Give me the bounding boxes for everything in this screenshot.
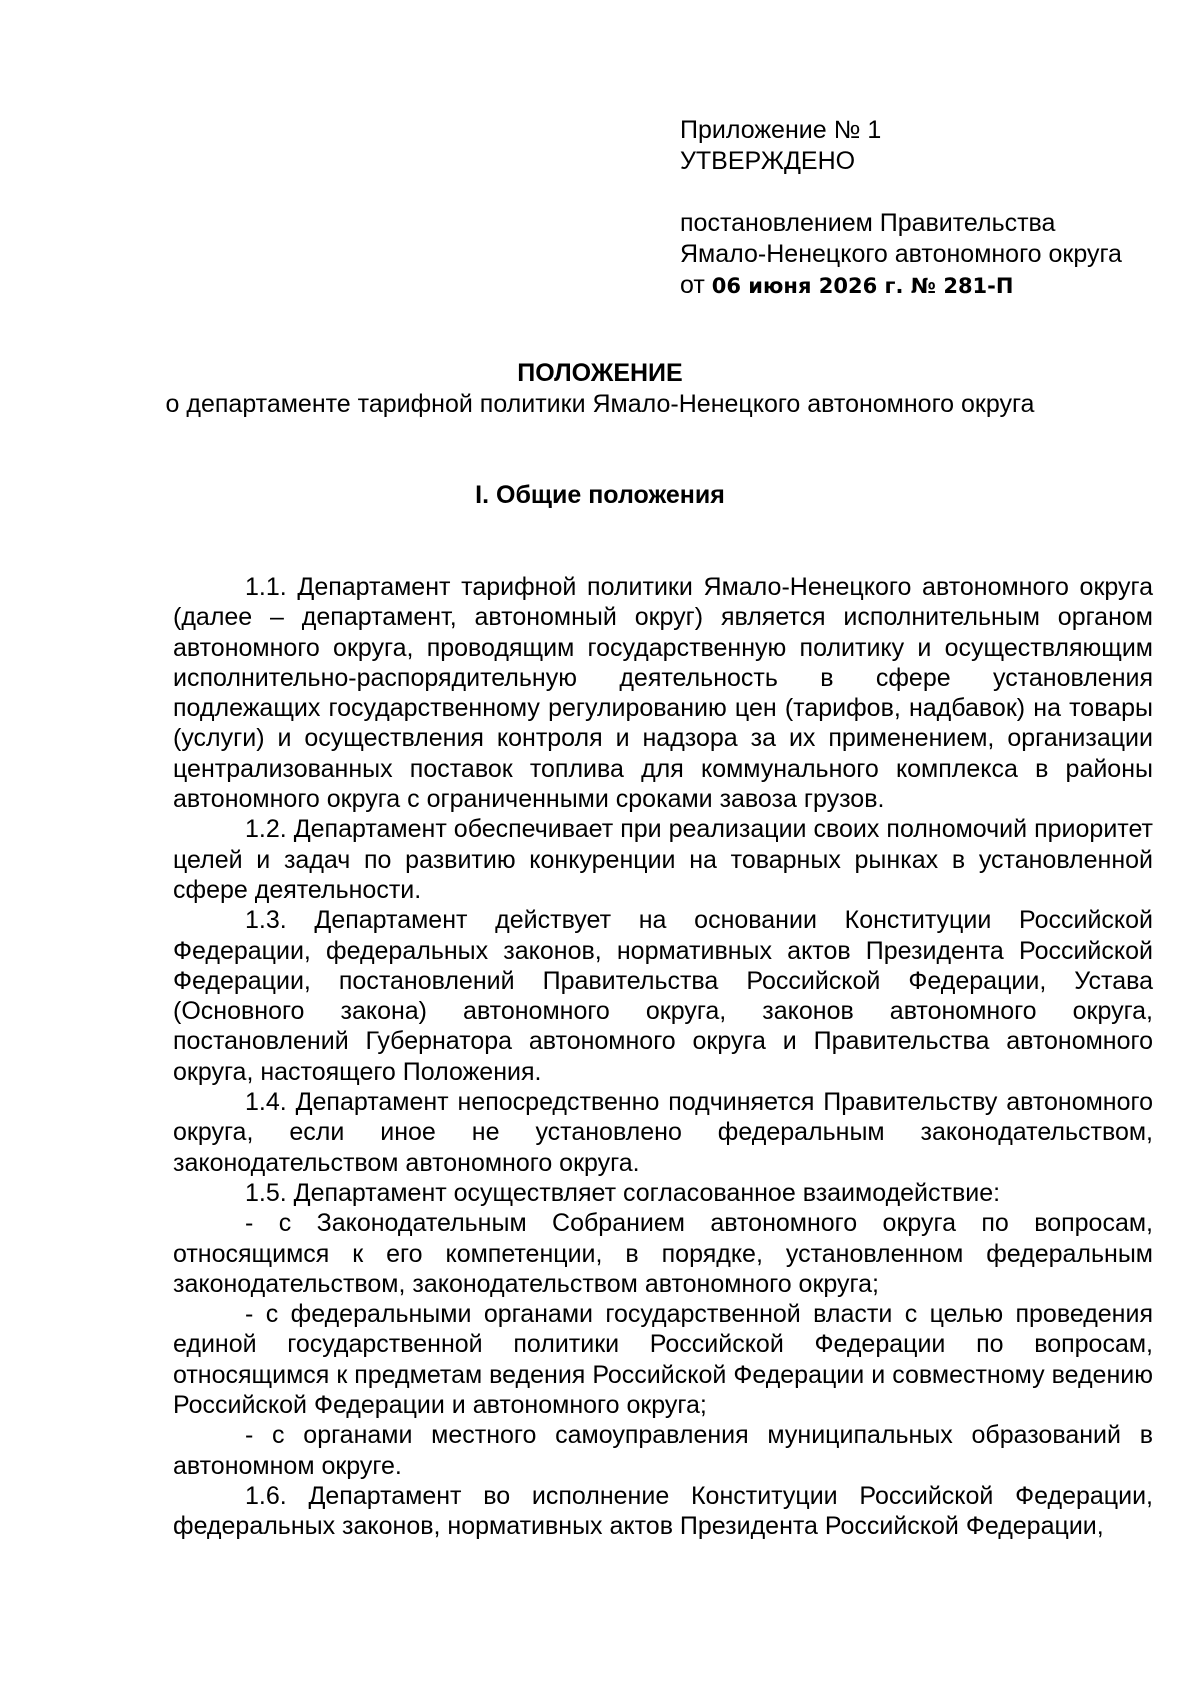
paragraph-1-2: 1.2. Департамент обеспечивает при реализации своих полномочий приоритет целей и задач по развитию конкуренции на товарных рынках в установленной сфере деятельности. — [173, 815, 1153, 904]
document-subtitle: о департаменте тарифной политики Ямало-Ненецкого автономного округа — [165, 390, 1035, 418]
paragraph-1-6: 1.6. Департамент во исполнение Конституции Российской Федерации, федеральных законов, нормативных актов Президента Российской Федерации, — [173, 1481, 1153, 1541]
approved-stamp: УТВЕРЖДЕНО — [680, 147, 856, 175]
appendix-number: Приложение № 1 — [680, 116, 882, 144]
paragraph-1-4: 1.4. Департамент непосредственно подчиняется Правительству автономного округа, если иное не установлено федеральным законодательством, законодательством автономного округа. — [173, 1088, 1153, 1177]
decree-date-number: 06 июня 2026 г. № 281-П — [711, 274, 1014, 298]
section-heading: I. Общие положения — [475, 481, 725, 509]
list-item: - с федеральными органами государственной власти с целью проведения единой государственной политики Российской Федерации по вопросам, относящимся к предметам ведения Российской Федерации и совместному ведению Российской Федерации и автономного округа; — [173, 1300, 1153, 1420]
document-title — [0, 358, 1200, 420]
document-type: ПОЛОЖЕНИЕ — [517, 359, 683, 387]
approval-authority-region: Ямало-Ненецкого автономного округа — [680, 240, 1122, 268]
paragraph-1-5: 1.5. Департамент осуществляет согласованное взаимодействие: — [245, 1178, 1001, 1207]
paragraph-1-1: 1.1. Департамент тарифной политики Ямало-Ненецкого автономного округа (далее – департамент, автономный округ) является исполнительным органом автономного округа, проводящим государственную политику и осуществляющим исполнительно-распорядительную деятельность в сфере установления подлежащих государственному регулированию цен (тарифов, надбавок) на товары (услуги) и осуществления контроля и надзора за их применением, организации централизованных поставок топлива для коммунального комплекса в районы автономного округа с ограниченными сроками завоза грузов. — [173, 573, 1153, 814]
approval-block — [680, 115, 1160, 302]
paragraph-1-3: 1.3. Департамент действует на основании Конституции Российской Федерации, федеральных законов, нормативных актов Президента Российской Федерации, постановлений Правительства Российской Федерации, Устава (Основного закона) автономного округа, законов автономного округа, постановлений Губернатора автономного округа и Правительства автономного округа, настоящего Положения. — [173, 906, 1153, 1086]
approval-authority: постановлением Правительства — [680, 209, 1056, 237]
spacer — [680, 177, 1160, 208]
date-prefix: от — [680, 271, 705, 299]
approval-date-line — [680, 270, 1160, 302]
list-item: - с органами местного самоуправления муниципальных образований в автономном округе. — [173, 1421, 1153, 1480]
document-body — [173, 572, 1153, 1542]
list-item: - с Законодательным Собранием автономного округа по вопросам, относящимся к его компетенции, в порядке, установленном федеральным законодательством, законодательством автономного округа; — [173, 1209, 1153, 1298]
